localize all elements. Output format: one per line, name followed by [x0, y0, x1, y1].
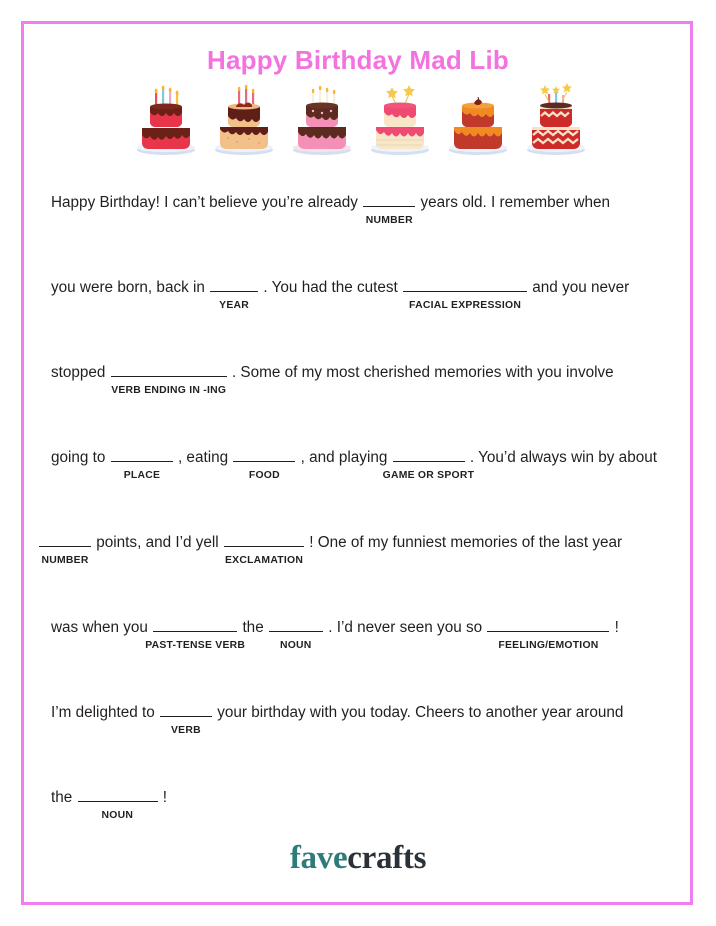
sentence-text: the — [242, 619, 264, 636]
blank-input-facial-expression[interactable] — [403, 277, 527, 292]
sentence-text: points, and I’d yell — [96, 534, 219, 551]
sentence-text: ! One of my funniest memories of the last year — [309, 534, 623, 551]
cake-vanilla-chocolate-drip — [206, 80, 282, 158]
sentence-text: you were born, back in — [51, 279, 205, 296]
blank-hint-label: VERB ENDING IN -ING — [111, 385, 227, 396]
blank-hint-label: FACIAL EXPRESSION — [409, 300, 522, 311]
blank-hint-label: PAST-TENSE VERB — [145, 640, 246, 651]
cake-illustration-row — [120, 80, 596, 158]
blank-hint-label: NUMBER — [365, 215, 413, 226]
sentence-line-2 — [51, 277, 685, 298]
blank-input-feeling-emotion[interactable] — [487, 617, 609, 632]
sentence-text: . Some of my most cherished memories with you involve — [231, 364, 614, 381]
blank-input-place[interactable] — [111, 447, 173, 462]
candles-group — [238, 85, 255, 106]
blank-input-noun[interactable] — [269, 617, 323, 632]
sentence-line-5 — [38, 532, 686, 553]
sentence-text: ! — [614, 619, 619, 636]
blank-hint-label: GAME OR SPORT — [382, 470, 475, 481]
blank-input-game-or-sport[interactable] — [393, 447, 465, 462]
cake-orange-red — [440, 80, 516, 158]
cake-red-chocolate-drip — [128, 80, 204, 158]
madlib-line — [0, 192, 716, 277]
blank-input-food[interactable] — [233, 447, 295, 462]
madlib-line — [0, 702, 716, 787]
page-title: Happy Birthday Mad Lib — [207, 45, 509, 75]
sentence-text: , and playing — [300, 449, 388, 466]
sentence-text: stopped — [51, 364, 106, 381]
sentence-text: ! — [162, 789, 168, 806]
logo-part-crafts: crafts — [347, 840, 427, 876]
madlib-line — [0, 447, 716, 532]
blank-hint-label: NOUN — [279, 640, 312, 651]
blank-hint-label: PLACE — [123, 470, 161, 481]
sentence-text: Happy Birthday! I can’t believe you’re already — [51, 194, 358, 211]
cherry-topper — [474, 97, 482, 105]
blank-input-noun[interactable] — [78, 787, 158, 802]
blank-hint-label: YEAR — [219, 300, 250, 311]
blank-input-verb-ending-in-ing[interactable] — [111, 362, 227, 377]
sentence-line-3 — [51, 362, 685, 383]
cake-pink-chocolate-drip — [284, 80, 360, 158]
blank-hint-label: EXCLAMATION — [224, 555, 304, 566]
sentence-text: your birthday with you today. Cheers to another year around — [217, 704, 624, 721]
sentence-line-8 — [51, 787, 685, 808]
blank-hint-label: FEELING/EMOTION — [498, 640, 599, 651]
madlib-line — [0, 362, 716, 447]
sentence-line-7 — [51, 702, 685, 723]
sentence-text: and you never — [532, 279, 630, 296]
blank-hint-label: FOOD — [248, 470, 280, 481]
sentence-line-1 — [51, 192, 685, 213]
blank-input-number[interactable] — [39, 532, 91, 547]
sentence-text: was when you — [51, 619, 148, 636]
sentence-line-4 — [51, 447, 685, 468]
sentence-text: I’m delighted to — [51, 704, 155, 721]
blank-input-year[interactable] — [210, 277, 258, 292]
blank-input-exclamation[interactable] — [224, 532, 304, 547]
blank-input-number[interactable] — [363, 192, 415, 207]
sentence-text: , eating — [177, 449, 229, 466]
blank-input-verb[interactable] — [160, 702, 212, 717]
blank-hint-label: VERB — [171, 725, 201, 736]
blank-hint-label: NOUN — [101, 810, 134, 821]
sentence-text: the — [51, 789, 73, 806]
candles-group — [155, 86, 179, 105]
logo-part-fave: fave — [289, 840, 348, 876]
madlib-lines — [0, 192, 716, 872]
blank-hint-label: NUMBER — [41, 555, 89, 566]
blank-input-past-tense-verb[interactable] — [153, 617, 237, 632]
cake-cream-pink-frosting — [362, 80, 438, 158]
madlib-line — [0, 617, 716, 702]
sentence-line-6 — [51, 617, 685, 638]
favecrafts-logo — [0, 840, 716, 877]
sentence-text: . You’d always win by about — [469, 449, 657, 466]
sentence-text: . I’d never seen you so — [328, 619, 483, 636]
sentence-text: years old. I remember when — [420, 194, 611, 211]
sentence-text: going to — [51, 449, 106, 466]
cake-red-zigzag — [518, 80, 594, 158]
madlib-line — [0, 277, 716, 362]
sentence-text: . You had the cutest — [263, 279, 398, 296]
madlib-line — [0, 532, 716, 617]
